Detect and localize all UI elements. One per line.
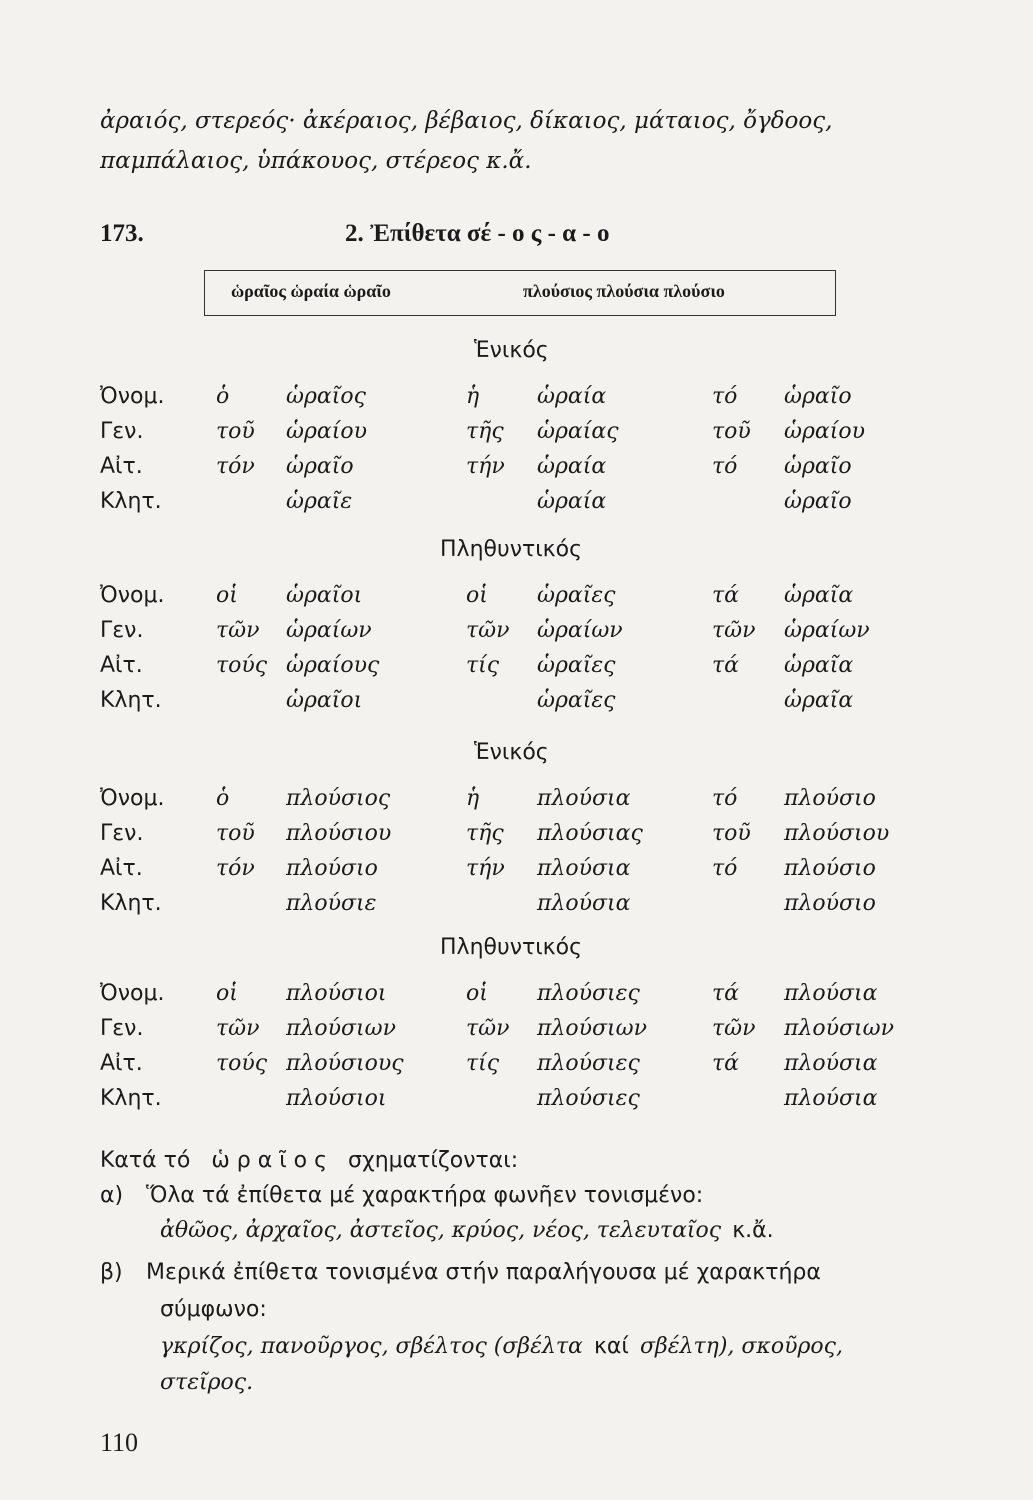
form-cell: πλούσιων <box>537 1016 647 1041</box>
article-cell: ὁ <box>216 786 230 811</box>
form-cell: πλούσιο <box>784 856 876 881</box>
form-cell: ὡραίου <box>784 419 865 444</box>
form-cell: ὡραῖο <box>286 454 354 479</box>
article-cell: τά <box>712 653 740 678</box>
note-b-examples-line <box>160 1334 843 1359</box>
form-cell: ὡραῖο <box>784 489 852 514</box>
note-b-ex2: στεῖρος. <box>160 1370 254 1395</box>
article-cell: οἱ <box>466 981 488 1006</box>
section-title: 2. Ἐπίθετα σέ - ο ς - α - ο <box>345 220 610 247</box>
article-cell: τό <box>712 384 738 409</box>
form-cell: πλούσιους <box>286 1051 404 1076</box>
case-label: Γεν. <box>100 618 144 643</box>
case-label: Κλητ. <box>100 489 162 514</box>
form-cell: ὡραία <box>537 454 607 479</box>
article-cell: τοῦ <box>216 419 255 444</box>
article-cell: τοῦ <box>712 821 751 846</box>
case-label: Αἰτ. <box>100 653 143 678</box>
note-b-kai: καί <box>593 1334 629 1359</box>
note-b-ex1: γκρίζος, πανοῦργος, σβέλτος (σβέλτα <box>160 1334 583 1359</box>
case-label: Ὀνομ. <box>100 583 165 608</box>
form-cell: ὡραίας <box>537 419 619 444</box>
form-cell: ὡραίου <box>286 419 367 444</box>
form-cell: ὡραίων <box>784 618 870 643</box>
article-cell: τίς <box>466 1051 500 1076</box>
article-cell: τόν <box>216 454 255 479</box>
form-cell: πλούσια <box>537 786 631 811</box>
form-cell: πλούσιου <box>784 821 890 846</box>
article-cell: τό <box>712 454 738 479</box>
case-label: Κλητ. <box>100 1086 162 1111</box>
form-cell: ὡραῖα <box>784 653 854 678</box>
form-cell: ὡραῖα <box>784 583 854 608</box>
notes-intro-word: ὡ ρ α ῖ ο ς <box>211 1148 328 1173</box>
article-cell: τῶν <box>466 1016 510 1041</box>
form-cell: πλούσιες <box>537 981 640 1006</box>
article-cell: οἱ <box>216 981 238 1006</box>
article-cell: ἡ <box>466 786 480 811</box>
form-cell: ὡραίους <box>286 653 380 678</box>
note-a-end: κ.ἄ. <box>732 1218 774 1243</box>
article-cell: τά <box>712 981 740 1006</box>
form-cell: ὡραῖοι <box>286 583 363 608</box>
form-cell: πλούσια <box>784 1051 878 1076</box>
case-label: Κλητ. <box>100 891 162 916</box>
note-a-examples: ἀθῶος, ἀρχαῖος, ἀστεῖος, κρύος, νέος, τελευταῖος <box>160 1218 722 1243</box>
form-cell: πλούσιος <box>286 786 391 811</box>
form-cell: ὡραῖο <box>784 454 852 479</box>
article-cell: τίς <box>466 653 500 678</box>
note-b-text: Μερικά ἐπίθετα τονισμένα στήν παραλήγουσα μέ χαρακτήρα <box>146 1260 821 1285</box>
form-cell: πλούσιων <box>286 1016 396 1041</box>
article-cell: τῆς <box>466 419 504 444</box>
form-cell: πλούσια <box>537 891 631 916</box>
form-cell: ὡραῖο <box>784 384 852 409</box>
case-label: Ὀνομ. <box>100 384 165 409</box>
note-a-text: Ὅλα τά ἐπίθετα μέ χαρακτήρα φωνῆεν τονισμένο: <box>146 1183 704 1208</box>
form-cell: ὡραία <box>537 384 607 409</box>
article-cell: οἱ <box>216 583 238 608</box>
case-label: Αἰτ. <box>100 856 143 881</box>
form-cell: πλούσιοι <box>286 981 387 1006</box>
article-cell: τό <box>712 856 738 881</box>
case-label: Αἰτ. <box>100 454 143 479</box>
page-number: 110 <box>100 1428 139 1457</box>
note-b-text2: σύμφωνο: <box>160 1297 267 1322</box>
form-cell: πλούσιε <box>286 891 377 916</box>
notes-intro-pre: Κατά τό <box>100 1148 191 1173</box>
form-cell: πλούσιο <box>784 891 876 916</box>
article-cell: τῶν <box>216 1016 260 1041</box>
case-label: Ὀνομ. <box>100 786 165 811</box>
case-label: Αἰτ. <box>100 1051 143 1076</box>
article-cell: τόν <box>216 856 255 881</box>
article-cell: οἱ <box>466 583 488 608</box>
article-cell: τήν <box>466 856 505 881</box>
form-cell: πλούσια <box>784 1086 878 1111</box>
intro-line-2: παμπάλαιος, ὑπάκουος, στέρεος κ.ἄ. <box>100 148 532 174</box>
article-cell: τήν <box>466 454 505 479</box>
table-heading: Πληθυντικός <box>440 935 583 960</box>
article-cell: τοῦ <box>216 821 255 846</box>
case-label: Κλητ. <box>100 688 162 713</box>
case-label: Γεν. <box>100 419 144 444</box>
form-cell: πλούσια <box>537 856 631 881</box>
article-cell: τό <box>712 786 738 811</box>
notes-intro-post: σχηματίζονται: <box>348 1148 519 1173</box>
form-cell: πλούσιου <box>286 821 392 846</box>
form-cell: ὡραίων <box>286 618 372 643</box>
table-heading: Ἑνικός <box>474 338 549 363</box>
paradigm-right: πλούσιος πλούσια πλούσιο <box>523 281 725 301</box>
article-cell: τοῦ <box>712 419 751 444</box>
article-cell: ὁ <box>216 384 230 409</box>
form-cell: ὡραῖες <box>537 653 616 678</box>
form-cell: ὡραίων <box>537 618 623 643</box>
article-cell: τῶν <box>216 618 260 643</box>
form-cell: ὡραῖε <box>286 489 353 514</box>
note-b-label: β) <box>100 1260 123 1285</box>
paradigm-box <box>204 270 836 316</box>
article-cell: τῶν <box>712 618 756 643</box>
form-cell: πλούσιες <box>537 1051 640 1076</box>
section-number: 173. <box>100 220 144 247</box>
form-cell: ὡραία <box>537 489 607 514</box>
case-label: Γεν. <box>100 821 144 846</box>
notes-intro <box>100 1148 518 1173</box>
form-cell: πλούσιο <box>784 786 876 811</box>
article-cell: τά <box>712 583 740 608</box>
intro-line-1: ἀραιός, στερεός· ἀκέραιος, βέβαιος, δίκαιος, μάταιος, ὄγδοος, <box>100 108 833 134</box>
note-a-label: α) <box>100 1183 124 1208</box>
article-cell: τῶν <box>466 618 510 643</box>
paradigm-left: ὡραῖος ὡραία ὡραῖο <box>231 281 391 301</box>
note-a-examples-line <box>160 1218 774 1243</box>
case-label: Γεν. <box>100 1016 144 1041</box>
table-heading: Πληθυντικός <box>440 537 583 562</box>
article-cell: τῶν <box>712 1016 756 1041</box>
form-cell: ὡραῖες <box>537 583 616 608</box>
form-cell: ὡραῖες <box>537 688 616 713</box>
article-cell: τούς <box>216 1051 268 1076</box>
article-cell: τά <box>712 1051 740 1076</box>
form-cell: πλούσιας <box>537 821 643 846</box>
article-cell: τούς <box>216 653 268 678</box>
form-cell: πλούσιοι <box>286 1086 387 1111</box>
table-heading: Ἑνικός <box>474 740 549 765</box>
form-cell: πλούσιες <box>537 1086 640 1111</box>
case-label: Ὀνομ. <box>100 981 165 1006</box>
form-cell: ὡραῖοι <box>286 688 363 713</box>
form-cell: ὡραῖος <box>286 384 366 409</box>
article-cell: ἡ <box>466 384 480 409</box>
form-cell: πλούσια <box>784 981 878 1006</box>
note-b-ex1b: σβέλτη), σκοῦρος, <box>639 1334 843 1359</box>
form-cell: πλούσιων <box>784 1016 894 1041</box>
article-cell: τῆς <box>466 821 504 846</box>
form-cell: ὡραῖα <box>784 688 854 713</box>
form-cell: πλούσιο <box>286 856 378 881</box>
